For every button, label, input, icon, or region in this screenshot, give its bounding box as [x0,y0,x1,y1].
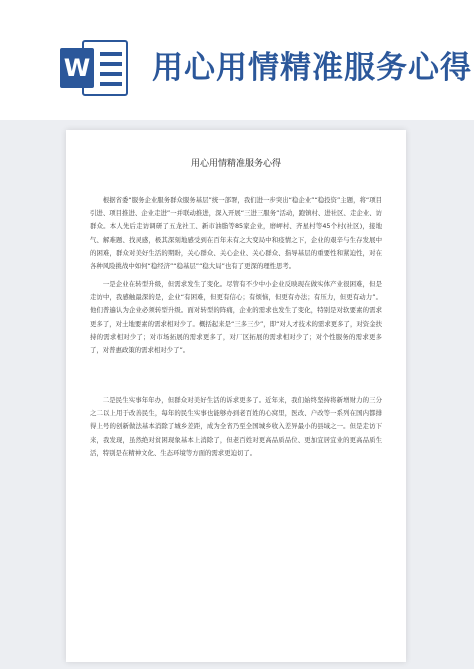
banner-title: 用心用情精准服务心得 [152,50,472,86]
paragraph-1: 根据省委“服务企业服务群众服务基层”统一部署，我们进一步突出“稳企业”“稳投资”主题，将“项目引进、项目推进、企业走进”一并联动推进，深入开展“三进三服务”活动，跑镇村、进社区、走企业、访群众。本人先后走访调研了五龙社工、新市油脂等85家企业，磨岬村、齐星村等45个村(社区)，接地气、解难题、找灵感，极其深刻地感受到在百年未有之大变局中和疫情之下，企业的艰辛与生存发展中的困难，群众对美好生活的期盼，关心群众、关心企业、关心群众、指导基层的重要性和紧迫性，对在各种风险挑战中如何“稳经济”“稳基层”“稳大局”也有了更深的理性思考。 [90,196,382,271]
paragraph-3: 二是民生实事年年办，但群众对美好生活的诉求更多了。近年来，我们始终坚持将新增财力的三分之二以上用于改善民生，每年的民生实事也能够办到老百姓的心窝里，医改、户改等一系列在国内都排得上号的创新做法基本消除了城乡差距，成为全省乃至全国城乡收入差异最小的县域之一。但是走访下来，我发现，虽然绝对贫困现象基本上消除了，但老百姓对更高品质品位、更加宜居宜业的更高品质生活，特别是在精神文化、生态环境等方面的需求更迫切了。 [90,396,382,457]
document-title: 用心用情精准服务心得 [190,159,281,169]
document-line [100,72,122,76]
word-badge: W [60,48,94,88]
document-line [100,52,122,56]
paragraph-2: 一是企业在转型升级，但需求发生了变化。尽管有不少中小企业反映现在做实体产业很困难，但是走访中，我感触最深的是，企业“有困难，但更有信心；有烦恼，但更有办法；有压力，但更有动力”。他们普遍认为企业必须转型升级。面对转型的阵痛，企业的需求也发生了变化，特别是对软要素的需求更多了，对土地要素的需求相对少了。概括起来是“三多三少”，即“对人才技术的需求更多了，对资金扶持的需求相对少了；对市场拓展的需求更多了，对厂区拓展的需求相对少了；对个性服务的需求更多了，对普惠政策的需求相对少了”。 [90,280,382,355]
document-line [100,82,122,86]
word-document-icon [60,36,132,100]
document-line [100,62,122,66]
banner [0,0,474,120]
document-page [66,130,406,662]
